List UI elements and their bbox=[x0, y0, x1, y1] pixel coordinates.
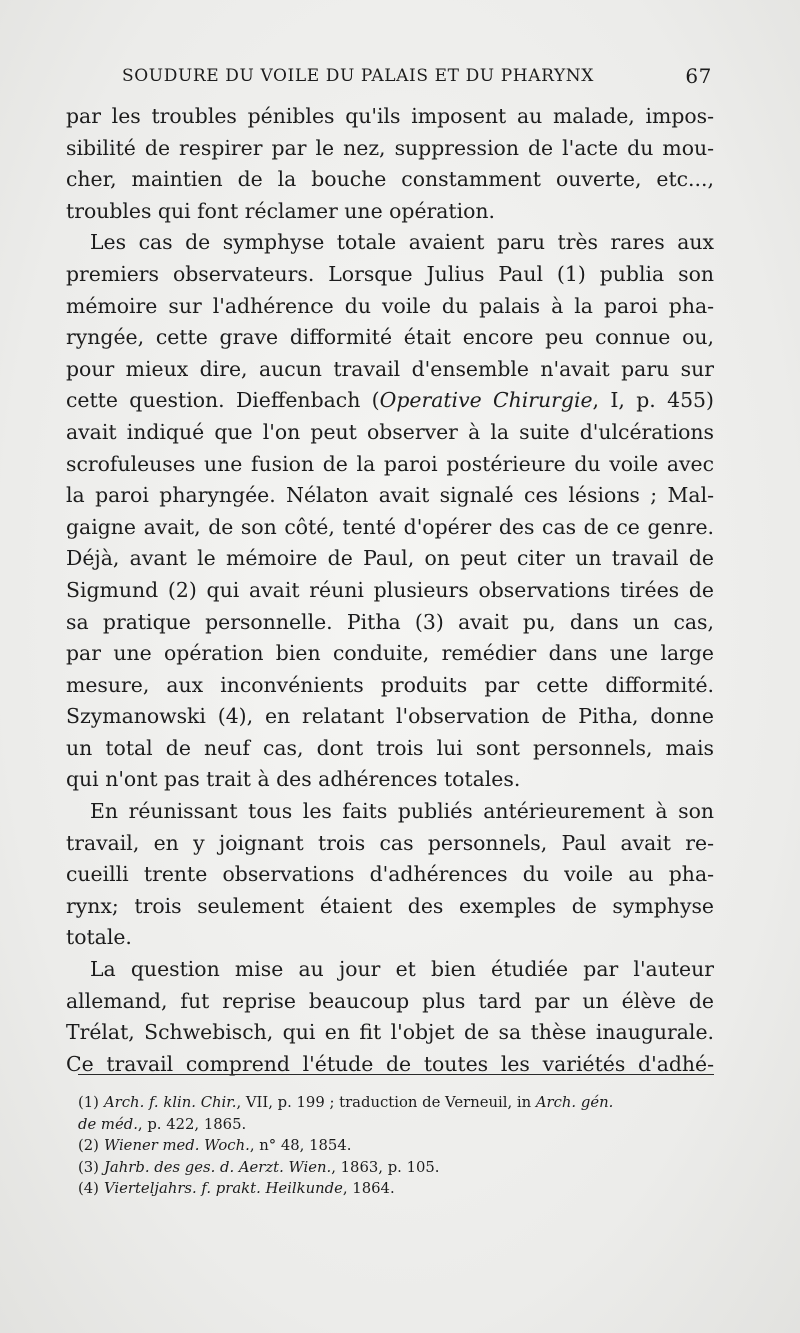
text-line: La question mise au jour et bien étudiée par l'auteur bbox=[90, 957, 714, 982]
footnote-source: Wiener med. Woch. bbox=[104, 1137, 250, 1154]
text-line: Ce travail comprend l'étude de toutes les variétés d'adhé- bbox=[66, 1051, 714, 1076]
text-line: mesure, aux inconvénients produits par cette difformité. bbox=[66, 672, 714, 697]
footnote-text: , n° 48, 1854. bbox=[249, 1137, 352, 1154]
text-line: Szymanowski (4), en relatant l'observation de Pitha, donne bbox=[66, 704, 714, 729]
text-line: un total de neuf cas, dont trois lui sont personnels, mais bbox=[66, 735, 714, 760]
text-line: troubles qui font réclamer une opération. bbox=[66, 198, 496, 223]
text-line: travail, en y joignant trois cas personnels, Paul avait re- bbox=[66, 830, 714, 855]
footnote-text: , 1863, p. 105. bbox=[331, 1158, 440, 1176]
footnote-text: , p. 422, 1865. bbox=[137, 1115, 247, 1133]
footnote-text: , 1864. bbox=[342, 1180, 395, 1197]
text-line: sa pratique personnelle. Pitha (3) avait pu, dans un cas, bbox=[66, 609, 714, 634]
text-line: Déjà, avant le mémoire de Paul, on peut citer un travail de bbox=[66, 546, 714, 571]
footnotes bbox=[78, 1092, 714, 1200]
text-line: la paroi pharyngée. Nélaton avait signalé ces lésions ; Mal- bbox=[66, 483, 714, 508]
text-line: cher, maintien de la bouche constamment ouverte, etc..., bbox=[66, 167, 714, 192]
text-line: sibilité de respirer par le nez, suppression de l'acte du mou- bbox=[66, 135, 714, 160]
footnote-marker: (2) bbox=[78, 1137, 99, 1154]
text-line: totale. bbox=[66, 925, 132, 950]
text-fragment: , I, p. 455) bbox=[592, 388, 714, 413]
footnote-source: Vierteljahrs. f. prakt. Heilkunde bbox=[104, 1180, 343, 1197]
text-line: pour mieux dire, aucun travail d'ensemble n'avait paru sur bbox=[66, 356, 714, 381]
text-fragment: cette question. Dieffenbach ( bbox=[66, 388, 380, 413]
footnote-marker: (3) bbox=[78, 1158, 99, 1176]
text-line: En réunissant tous les faits publiés antérieurement à son bbox=[90, 799, 714, 824]
footnote-source: Jahrb. des ges. d. Aerzt. Wien. bbox=[104, 1158, 332, 1176]
text-line: par les troubles pénibles qu'ils imposent au malade, impos- bbox=[66, 104, 714, 128]
running-head bbox=[122, 64, 712, 90]
text-line: ryngée, cette grave difformité était encore peu connue ou, bbox=[66, 325, 714, 350]
footnote-marker: (4) bbox=[78, 1180, 99, 1197]
footnote-marker: (1) bbox=[78, 1094, 99, 1111]
footnote-rule bbox=[78, 1074, 714, 1075]
text-line: rynx; trois seulement étaient des exemples de symphyse bbox=[66, 893, 714, 918]
text-line: par une opération bien conduite, remédier dans une large bbox=[66, 641, 714, 666]
page-number: 67 bbox=[685, 64, 712, 88]
footnote-1-continued bbox=[78, 1114, 714, 1136]
footnote-2 bbox=[78, 1135, 714, 1157]
text-line: Les cas de symphyse totale avaient paru très rares aux bbox=[90, 230, 714, 255]
footnote-source: Arch. gén. bbox=[535, 1094, 614, 1111]
footnote-4 bbox=[78, 1178, 714, 1200]
text-line: scrofuleuses une fusion de la paroi postérieure du voile avec bbox=[66, 451, 714, 476]
text-line: gaigne avait, de son côté, tenté d'opérer des cas de ce genre. bbox=[66, 514, 714, 539]
text-line: mémoire sur l'adhérence du voile du palais à la paroi pha- bbox=[66, 293, 714, 318]
footnote-source: de méd. bbox=[78, 1115, 138, 1133]
footnote-source: Arch. f. klin. Chir. bbox=[104, 1094, 237, 1111]
footnote-text: , VII, p. 199 ; traduction de Verneuil, in bbox=[236, 1094, 536, 1111]
text-line: qui n'ont pas trait à des adhérences totales. bbox=[66, 767, 521, 792]
footnote-1 bbox=[78, 1092, 714, 1114]
text-line: avait indiqué que l'on peut observer à la suite d'ulcérations bbox=[66, 419, 714, 444]
text-line: Sigmund (2) qui avait réuni plusieurs observations tirées de bbox=[66, 577, 714, 602]
body-text bbox=[66, 101, 714, 1080]
text-line-with-italic bbox=[66, 385, 714, 417]
text-line: cueilli trente observations d'adhérences du voile au pha- bbox=[66, 862, 714, 887]
text-line: Trélat, Schwebisch, qui en fit l'objet de sa thèse inaugurale. bbox=[66, 1020, 714, 1045]
running-head-title: SOUDURE DU VOILE DU PALAIS ET DU PHARYNX bbox=[122, 66, 594, 86]
text-line: allemand, fut reprise beaucoup plus tard par un élève de bbox=[66, 988, 714, 1013]
footnote-3 bbox=[78, 1157, 714, 1179]
text-line: premiers observateurs. Lorsque Julius Paul (1) publia son bbox=[66, 261, 714, 286]
italic-book-title: Operative Chirurgie bbox=[379, 388, 593, 413]
